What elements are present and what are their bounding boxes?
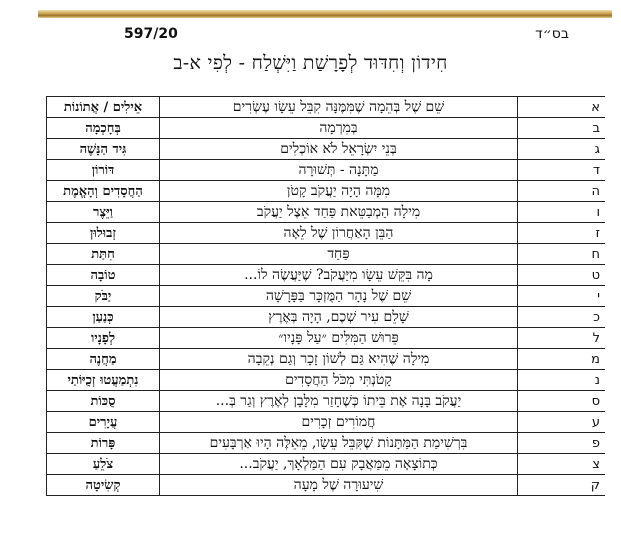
letter-cell: ס: [518, 391, 606, 412]
decorative-gold-bar: [38, 10, 612, 18]
letter-cell: ע: [518, 412, 606, 433]
table-row: [47, 97, 606, 118]
clue-cell: מִילָה שֶׁהִיא גַּם לְשׁוֹן זָכָר וְגַם נְקֵבָה: [160, 349, 518, 370]
answer-cell: אֵילִים / אֲתוֹנוֹת: [47, 97, 160, 118]
letter-cell: ל: [518, 328, 606, 349]
letter-cell: ט: [518, 265, 606, 286]
answer-cell: לְפָנָיו: [47, 328, 160, 349]
letter-cell: פ: [518, 433, 606, 454]
clue-cell: מִילָה הַמְבַטֵּאת פַּחַד אֵצֶל יַעֲקֹב: [160, 202, 518, 223]
letter-cell: י: [518, 286, 606, 307]
clue-cell: שֵׁם שֶׁל בְּהֵמָה שֶׁמִּמֶּנָּה קִבֵּל עֵשָׂו עֶשְׂרִים: [160, 97, 518, 118]
answer-cell: בְּחָכְמָה: [47, 118, 160, 139]
answer-cell: סֻכּוֹת: [47, 391, 160, 412]
answer-cell: יַבֹּק: [47, 286, 160, 307]
header-row: [0, 26, 621, 46]
clue-cell: פֵּרוּשׁ הַמִּלִּים ״עַל פָּנָיו״: [160, 328, 518, 349]
clue-cell: קָטֹנְתִּי מִכֹּל הַחֲסָדִים: [160, 370, 518, 391]
clue-cell: מָה בִּקֵּשׁ עֵשָׂו מִיַּעֲקֹב? שֶׁיַּעֲשֶׂה לוֹ...: [160, 265, 518, 286]
answer-cell: טוֹבָה: [47, 265, 160, 286]
table-row: [47, 328, 606, 349]
answer-cell: מַחֲנֶה: [47, 349, 160, 370]
answer-cell: קְשִׂיטָה: [47, 475, 160, 496]
letter-cell: ג: [518, 139, 606, 160]
table-row: [47, 349, 606, 370]
letter-cell: מ: [518, 349, 606, 370]
answer-cell: הַחֲסָדִים וְהָאֱמֶת: [47, 181, 160, 202]
clue-cell: מַתָּנָה - תְּשׁוּרָה: [160, 160, 518, 181]
table-row: [47, 181, 606, 202]
answer-cell: דּוֹרוֹן: [47, 160, 160, 181]
answer-cell: חִתַּת: [47, 244, 160, 265]
table-row: [47, 412, 606, 433]
table-row: [47, 244, 606, 265]
answer-cell: נִתְמַעֲטוּ זְכֻיּוֹתַי: [47, 370, 160, 391]
table-row: [47, 475, 606, 496]
table-row: [47, 223, 606, 244]
clue-cell: שֵׁם שֶׁל נָהָר הַמֻּזְכָּר בַּפָּרָשָׁה: [160, 286, 518, 307]
quiz-table: [46, 96, 605, 496]
clue-cell: מִמָּה הָיָה יַעֲקֹב קָטֹן: [160, 181, 518, 202]
table-row: [47, 265, 606, 286]
table-row: [47, 139, 606, 160]
table-row: [47, 202, 606, 223]
table-row: [47, 454, 606, 475]
letter-cell: א: [518, 97, 606, 118]
clue-cell: פַּחַד: [160, 244, 518, 265]
table-row: [47, 286, 606, 307]
quiz-table-container: [46, 96, 605, 542]
table-row: [47, 118, 606, 139]
letter-cell: ב: [518, 118, 606, 139]
table-row: [47, 370, 606, 391]
clue-cell: הַבֵּן הָאַחֲרוֹן שֶׁל לֵאָה: [160, 223, 518, 244]
letter-cell: ו: [518, 202, 606, 223]
clue-cell: שִׁיעוּרָה שֶׁל מָעָה: [160, 475, 518, 496]
table-row: [47, 391, 606, 412]
answer-cell: גִּיד הַנָּשֶׁה: [47, 139, 160, 160]
page-title: חִידוֹן וְחִדּוּד לְפָרָשַׁת וַיִּשְׁלַח - לְפִי א-ב: [173, 52, 448, 74]
answer-cell: כְּנַעַן: [47, 307, 160, 328]
answer-cell: וַיֵּצֶר: [47, 202, 160, 223]
letter-cell: ד: [518, 160, 606, 181]
clue-cell: כְּתוֹצָאָה מֵמַּאֲבָק עִם הַמַּלְאָךְ, יַעֲקֹב...: [160, 454, 518, 475]
letter-cell: צ: [518, 454, 606, 475]
clue-cell: שָׁלֵם עִיר שְׁכֶם, הָיָה בְּאֶרֶץ: [160, 307, 518, 328]
letter-cell: ז: [518, 223, 606, 244]
clue-cell: בְּמִרְמָה: [160, 118, 518, 139]
table-row: [47, 307, 606, 328]
letter-cell: ה: [518, 181, 606, 202]
answer-cell: עֲיָרִים: [47, 412, 160, 433]
bsd-label: בס״ד: [535, 26, 569, 42]
table-row: [47, 433, 606, 454]
document-number: 597/20: [124, 26, 178, 42]
answer-cell: צֹלֵעַ: [47, 454, 160, 475]
table-row: [47, 160, 606, 181]
clue-cell: חֲמוֹרִים זְכָרִים: [160, 412, 518, 433]
clue-cell: יַעֲקֹב בָּנָה אֶת בֵּיתוֹ כְּשֶׁחָזַר מִלָּבָן לְאֶרֶץ וְגַר בְּ...: [160, 391, 518, 412]
letter-cell: ח: [518, 244, 606, 265]
clue-cell: בְּנֵי יִשְׂרָאֵל לֹא אוֹכְלִים: [160, 139, 518, 160]
answer-cell: פָּרוֹת: [47, 433, 160, 454]
letter-cell: ק: [518, 475, 606, 496]
letter-cell: נ: [518, 370, 606, 391]
letter-cell: כ: [518, 307, 606, 328]
answer-cell: זְבוּלוּן: [47, 223, 160, 244]
clue-cell: בִּרְשִׁימַת הַמַּתָּנוֹת שֶׁקִּבֵּל עֵשָׂו, מֵאֵלֶּה הָיוּ אַרְבָּעִים: [160, 433, 518, 454]
